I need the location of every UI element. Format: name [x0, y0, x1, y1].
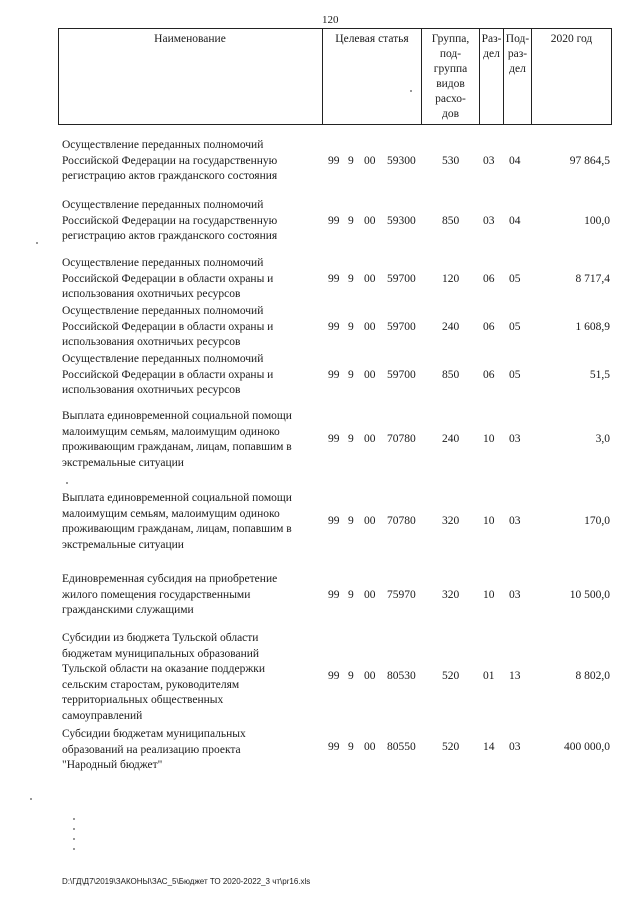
- cell-group: 120: [442, 273, 460, 285]
- cell-direction: 70780: [387, 515, 416, 527]
- cell-podrazdel: 03: [509, 741, 521, 753]
- scan-speck: [73, 818, 75, 820]
- cell-subprogram: 9: [348, 433, 354, 445]
- cell-program: 99: [328, 741, 340, 753]
- cell-group: 240: [442, 321, 460, 333]
- header-name: Наименование: [154, 33, 226, 45]
- header-group: Группа, под- группа видов расхо- дов: [431, 33, 470, 120]
- cell-amount: 3,0: [595, 433, 610, 445]
- cell-event: 00: [364, 155, 376, 167]
- cell-event: 00: [364, 215, 376, 227]
- table-row: [62, 138, 610, 186]
- cell-direction: 70780: [387, 433, 416, 445]
- cell-razdel: 03: [483, 155, 495, 167]
- cell-razdel: 06: [483, 321, 495, 333]
- cell-amount: 51,5: [589, 369, 610, 381]
- cell-group: 850: [442, 215, 460, 227]
- cell-razdel: 03: [483, 215, 495, 227]
- header-podrazdel: Под- раз- дел: [505, 33, 530, 75]
- cell-event: 00: [364, 670, 376, 682]
- cell-amount: 100,0: [584, 215, 610, 227]
- cell-amount: 8 717,4: [575, 273, 610, 285]
- cell-direction: 75970: [387, 589, 416, 601]
- table-row: [62, 256, 610, 304]
- header-top-border: [58, 28, 612, 29]
- scan-speck: [36, 242, 38, 244]
- cell-subprogram: 9: [348, 155, 354, 167]
- cell-razdel: 06: [483, 273, 495, 285]
- cell-direction: 59700: [387, 321, 416, 333]
- cell-program: 99: [328, 321, 340, 333]
- cell-razdel: 14: [483, 741, 495, 753]
- cell-group: 850: [442, 369, 460, 381]
- table-row: [62, 491, 610, 555]
- cell-event: 00: [364, 433, 376, 445]
- row-name: Осуществление переданных полномочий Российской Федерации в области охраны и использования охотничьих ресурсов: [62, 353, 274, 396]
- cell-program: 99: [328, 369, 340, 381]
- cell-program: 99: [328, 433, 340, 445]
- cell-event: 00: [364, 273, 376, 285]
- cell-podrazdel: 04: [509, 215, 521, 227]
- cell-subprogram: 9: [348, 369, 354, 381]
- row-name: Осуществление переданных полномочий Российской Федерации в области охраны и использования охотничьих ресурсов: [62, 257, 274, 300]
- header-target-article: Целевая статья: [335, 33, 409, 45]
- cell-program: 99: [328, 589, 340, 601]
- cell-event: 00: [364, 741, 376, 753]
- cell-group: 320: [442, 589, 460, 601]
- page-number: 120: [322, 14, 339, 26]
- cell-direction: 80530: [387, 670, 416, 682]
- cell-razdel: 06: [483, 369, 495, 381]
- cell-event: 00: [364, 321, 376, 333]
- scan-speck: [410, 90, 412, 92]
- cell-razdel: 01: [483, 670, 495, 682]
- table-row: [62, 352, 610, 400]
- cell-subprogram: 9: [348, 670, 354, 682]
- header-bottom-border: [58, 124, 612, 125]
- cell-amount: 1 608,9: [575, 321, 610, 333]
- cell-podrazdel: 04: [509, 155, 521, 167]
- cell-razdel: 10: [483, 515, 495, 527]
- cell-podrazdel: 05: [509, 273, 521, 285]
- scan-speck: [30, 798, 32, 800]
- table-row: [62, 727, 610, 775]
- row-name: Осуществление переданных полномочий Российской Федерации в области охраны и использования охотничьих ресурсов: [62, 305, 274, 348]
- header-razdel: Раз- дел: [481, 33, 502, 60]
- cell-subprogram: 9: [348, 741, 354, 753]
- table-row: [62, 304, 610, 352]
- cell-amount: 97 864,5: [569, 155, 610, 167]
- cell-subprogram: 9: [348, 273, 354, 285]
- cell-program: 99: [328, 155, 340, 167]
- cell-program: 99: [328, 670, 340, 682]
- cell-podrazdel: 13: [509, 670, 521, 682]
- scan-speck: [66, 482, 68, 484]
- cell-direction: 59300: [387, 215, 416, 227]
- cell-amount: 8 802,0: [575, 670, 610, 682]
- cell-podrazdel: 05: [509, 369, 521, 381]
- table-row: [62, 198, 610, 246]
- cell-group: 520: [442, 741, 460, 753]
- row-name: Выплата единовременной социальной помощи малоимущим семьям, малоимущим одиноко проживающим гражданам, лицам, попавшим в экстремальные ситуации: [62, 410, 292, 469]
- header-right-border: [611, 28, 612, 125]
- cell-amount: 400 000,0: [564, 741, 610, 753]
- cell-event: 00: [364, 589, 376, 601]
- row-name: Субсидии из бюджета Тульской области бюджетам муниципальных образований Тульской области на оказание поддержки сельским старостам, руководителям территориальных общественных самоуправлений: [62, 632, 266, 722]
- cell-subprogram: 9: [348, 321, 354, 333]
- cell-podrazdel: 05: [509, 321, 521, 333]
- cell-amount: 10 500,0: [569, 589, 610, 601]
- cell-group: 520: [442, 670, 460, 682]
- table-row: [62, 572, 610, 620]
- row-name: Осуществление переданных полномочий Российской Федерации на государственную регистрацию актов гражданского состояния: [62, 139, 278, 182]
- cell-amount: 170,0: [584, 515, 610, 527]
- cell-podrazdel: 03: [509, 589, 521, 601]
- cell-direction: 80550: [387, 741, 416, 753]
- cell-podrazdel: 03: [509, 515, 521, 527]
- cell-event: 00: [364, 515, 376, 527]
- cell-subprogram: 9: [348, 215, 354, 227]
- file-path-footer: D:\ГД\Д7\2019\ЗАКОНЫ\ЗАС_5\Бюджет ТО 2020-2022_3 чт\pr16.xls: [62, 877, 311, 886]
- cell-event: 00: [364, 369, 376, 381]
- cell-direction: 59300: [387, 155, 416, 167]
- cell-program: 99: [328, 273, 340, 285]
- cell-podrazdel: 03: [509, 433, 521, 445]
- table-row: [62, 409, 610, 473]
- table-row: [62, 631, 610, 726]
- cell-group: 530: [442, 155, 460, 167]
- cell-direction: 59700: [387, 369, 416, 381]
- cell-program: 99: [328, 215, 340, 227]
- row-name: Выплата единовременной социальной помощи малоимущим семьям, малоимущим одиноко проживающим гражданам, лицам, попавшим в экстремальные ситуации: [62, 492, 292, 551]
- cell-razdel: 10: [483, 589, 495, 601]
- cell-subprogram: 9: [348, 515, 354, 527]
- cell-group: 320: [442, 515, 460, 527]
- cell-direction: 59700: [387, 273, 416, 285]
- cell-program: 99: [328, 515, 340, 527]
- header-year: 2020 год: [550, 33, 593, 45]
- row-name: Единовременная субсидия на приобретение жилого помещения государственными гражданскими служащими: [62, 573, 278, 616]
- cell-group: 240: [442, 433, 460, 445]
- scan-speck: [73, 838, 75, 840]
- row-name: Субсидии бюджетам муниципальных образований на реализацию проекта "Народный бюджет": [62, 728, 246, 771]
- cell-subprogram: 9: [348, 589, 354, 601]
- cell-razdel: 10: [483, 433, 495, 445]
- scan-speck: [73, 848, 75, 850]
- row-name: Осуществление переданных полномочий Российской Федерации на государственную регистрацию актов гражданского состояния: [62, 199, 278, 242]
- scan-speck: [73, 828, 75, 830]
